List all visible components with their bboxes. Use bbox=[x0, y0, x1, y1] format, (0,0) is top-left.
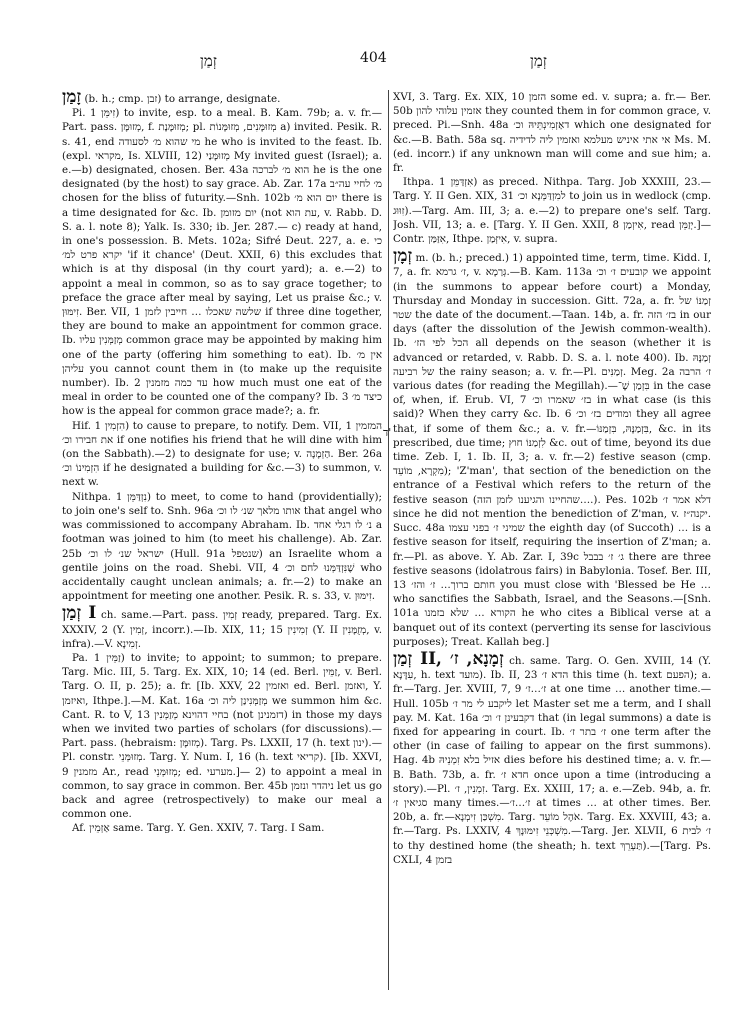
entry-zeman-noun bbox=[393, 246, 711, 649]
entry-headword: זְמַן I bbox=[62, 603, 97, 624]
entry-text: m. (b. h.; preced.) 1) appointed time, term, time. Kidd. I, 7, a. fr. ז׳ גרמא, v. גְּרַמָא.—B. Kam. 113a קובעים ז׳ וכ׳ we appoint (in the summons to appear before court) a Monday, Thursday and Monday in succession. Gitt. 72a, a. fr. זְמַנּוֹ של שטר the date of the document.—Taan. 14b, a. fr. בז׳ הזה in our days (after the dissolution of the Jewish common-wealth). Ib. הכל לפי הז׳ all depends on the season (whether it is advanced or retarded, v. Rabb. D. S. a. l. note 400). Ib. זְמַנָּהּ של רביעה the rainy season; a. v. fr.—Pl. זְמַנִּים. Meg. 2a ז׳ הרבה various dates (for reading the Megillah).—בִּזְמַן שֶׁ־ in the case of, when, if. Erub. VI, 7 בז׳ שאמרו וכ׳ in what case (is this said)? When they carry &c. Ib. 6 ומודים בז׳ וכ׳ they all agree that, if some of them &c.; a. v. fr.—בִּזְמַנָּהּ, בִּזְמַנּוֹ, &c. in its prescribed, due time; לִזְמַנּוֹ חוץ &c. out of time, beyond its due time. Zeb. I, 1. Ib. II, 3; a. v. fr.—2) festive season (cmp. מִקְרָא, מוֹעֵד); 'Z'man', that section of the benediction on the entrance of a Festival which refers to the return of the festive season (שהחיינו והגיענו לזמן הזה….). Pes. 102b דלא אמר ז׳ since he did not mention the benediction of Z'man, v. יקנה״ז. Succ. 48a שמיני ז׳ בפני עצמו the eighth day (of Succoth) … is a festive season for itself, requiring the insertion of Z'man; a. fr.—Pl. as above. Y. Ab. Zar. I, 39c ג׳ ז׳ בבבל there are three festive seasons (idolatrous fairs) in Babylonia. Tosef. Ber. III, 13 חותם ברוך… ז׳ והז׳ you must close with 'Blessed be He … who sanctifies the Sabbath, Israel, and the Seasons.—[Snh. 101a הקורא … שלא בזמנו he who cites a Biblical verse at a banquet out of its context (perverting its sense for lascivious purposes); Treat. Kallah beg.] bbox=[393, 252, 711, 648]
entry-paragraph: XVI, 3. Targ. Ex. XIX, 10 הזמן some ed. v. supra; a. fr.— Ber. 50b אזמין עלוהי להון they counted them in for common grace, v. preced. Pi.—Snh. 48a דאַזְמִינְתֵּיהּ וכ׳ which one designated for &c.—B. Bath. 58a sq. אי אתי איניש מעלמא ואזמין ליה לדידיה Ms. M. (ed. incorr.) if any unknown man will come and sue him; a. fr. bbox=[393, 91, 711, 175]
right-column bbox=[393, 90, 711, 1005]
entry-paragraph bbox=[62, 90, 382, 106]
header-right-word: זְמַן bbox=[530, 52, 547, 70]
entry-text: (b. h.; cmp. זבן) to arrange, designate. bbox=[84, 93, 281, 105]
entry-text: ch. same. Targ. O. Gen. XVIII, 14 (Y. עִדָּנָא, h. text מועד). Ib. II, 23 הדא ז׳ this time (h. text הפעם); a. fr.—Targ. Jer. XVIII, 7, 9 ז׳…ז׳ at one time … another time.—Hull. 105b ליקבע לי מר ז׳ let Master set me a term, and I shall pay. M. Kat. 16a דקבעינן ז׳ וכ׳ that (in legal summons) a date is fixed for appearing in court. Ib. ז׳ בתר ז׳ one term after the other (in case of failing to appear on the first summons). Hag. 4b אזיל בלא זִמְנֵיהּ dies before his destined time; a. v. fr.—B. Bath. 73b, a. fr. חדא ז׳ once upon a time (introducing a story).—Pl. זִמְנִין, ז׳. Targ. Ex. XXIII, 17; a. e.—Zeb. 94b, a. fr. סגיאין ז׳ many times.—ז׳…ז׳ at times … at other times. Ber. 20b, a. fr.—מִשְׁכַּן זִימְנָא. Targ. אֹהֶל מוֹעֵד. Targ. Ex. XXVIII, 43; a. fr.—Targ. Ps. LXXIV, 4 מִשְׁכְּנֵי זִימּוּנָךְ.—Targ. Jer. XLVII, 6 ז׳ לבית to thy destined home (the sheath; h. text תַּעְרֵךְ).—[Targ. Ps. CXLI, 4 בזמן bbox=[393, 654, 711, 866]
entry-paragraph bbox=[393, 246, 711, 649]
entry-paragraph: Nithpa. נִזְדַּמֵּן 1) to meet, to come to hand (providentially); to join one's self to. Snh. 96a אותו מלאך שנ׳ לו וכ׳ that angel who was commissioned to accompany Abraham. Ib. נ׳ לו רגלי אחד a footman was joined to him (to meet his challenge). Ab. Zar. 25b ישראל שנ׳ לו וכ׳ (Hull. 91a שנטפל) an Israelite whom a gentile joins on the road. Shebi. VII, 4 שֶׁנִּזְדַּמְּנוּ לחם וכ׳ who accidentally caught unclean animals; a. fr.—2) to make an appointment for meeting one another. Pesik. R. s. 33, v. זִימּוּן. bbox=[62, 490, 382, 603]
entry-paragraph: Ithpa. אִזְדַּמֵּן 1) as preced. Nithpa. Targ. Job XXXIII, 23.—Targ. Y. II Gen. XIX, 31 למִזְדַּמְּנָא וכ׳ to join us in wedlock (cmp. זִוּוּג).—Targ. Am. III, 3; a. e.—2) to prepare one's self. Targ. Josh. VII, 13; a. e. [Targ. Y. II Gen. XXII, 8 אִיזְמַן, read יְזַמֵּן.]—Contr. אִזַּמַּן, Ithpe. אִיזְּמַן, v. supra. bbox=[393, 176, 711, 246]
left-column bbox=[62, 90, 382, 1005]
entry-headword: זְמָן bbox=[393, 246, 413, 267]
entry-paragraph bbox=[393, 648, 711, 867]
entry-zeman-i-chaldaic bbox=[62, 603, 382, 835]
margin-mark: ד' bbox=[383, 426, 392, 439]
entry-paragraph: Pi. זִימֵּן 1) to invite, esp. to a meal. B. Kam. 79b; a. v. fr.—Part. pass. מְזוּמָּן, f. מְזוּמֶּנֶת; pl. מְזוּמָּנִים, מְזוּמָּנוֹת a) invited. Pesik. R. s. 41, end מי שהוא מ׳ לסעודה he who is invited to the feast. Ib. (expl. מקראי, Is. XLVIII, 12) מְזוּמָּנַי My invited guest (Israel); a. e.—b) designated, chosen. Ber. 43a הוא מ׳ לברכה he is the one designated (by the host) to say grace. Ab. Zar. 17a מ׳ לחיי עה״ב chosen for the bliss of futurity.—Snh. 102b יום הוא מ׳ there is a time designated for &c. Ib. יום מזומן (not עת הוא, v. Rabb. D. S. a. l. note 8); Yalk. Is. 330; ib. Jer. 287.— c) ready at hand, in one's possession. B. Mets. 102a; Sifré Deut. 227, a. e. כי יקרא פרט למ׳ 'if it chance' (Deut. XXII, 6) this excludes that which is at thy disposal (in thy court yard); a. e.—2) to appoint a meal in common, so as to say grace together; to preface the grace after meal by saying, Let us praise &c.; v. זִימּוּן. Ber. VII, 1 שלשה שאכלו … חייבין לזמן if three dine together, they are bound to make an appointment for common grace. Ib. מְזַמְּנִין עליו common grace may be appointed by making him one of the party (offering him something to eat). Ib. אין מ׳ עליהן you cannot count them in (to make up the requisite number). Ib. 2 עד כמה מזמנין how much must one eat of the meal in order to be counted one of the company? Ib. 3 כיצד מ׳ how is the appeal for common grace made?; a. fr. bbox=[62, 107, 382, 418]
entry-headword: זְמַן II, זְמָנָא, ז׳ bbox=[393, 648, 504, 669]
page-header bbox=[0, 46, 750, 72]
header-left-word: זְמַן bbox=[200, 52, 217, 70]
entry-text: ch. same.—Part. pass. זְמִין ready, prepared. Targ. Ex. XXXIV, 2 (Y. זְמִין, incorr.).—Ib. XIX, 11; 15 זְמִינִין (Y. II מְזֻמָּנִין, v. infra).—V. זְמִינָא. bbox=[62, 609, 382, 650]
column-divider bbox=[388, 90, 389, 990]
page-number: 404 bbox=[360, 50, 387, 66]
entry-paragraph: Pa. זַמֵּין 1) to invite; to appoint; to summon; to prepare. Targ. Mic. III, 5. Targ. Ex. XIX, 10; 14 (ed. Berl. זַמֵּין, v. Berl. Targ. O. II, p. 25); a. fr. [Ib. XXV, 22 ואזמין ed. Berl. ואזמן, Y. ואיזמן, Ithpe.].—M. Kat. 16a מְזַמְּנִינַן ליה וכ׳ we summon him &c. Cant. R. to V, 13 בחיי דהוינא מְזַמְּנִין (not דזמנינן) in those my days when we invited two parties of scholars (for discussions).—Part. pass. (hebraism: מְזוּמָּן). Targ. Ps. LXXII, 17 (h. text ינון).—Pl. constr. מְזוּמְּנֵי. Targ. Y. Num. I, 16 (h. text קריאי). [Ib. XXVI, 9 מזמנין Ar., read מְזוּמְּנֵי; ed. מערעי.]— 2) to appoint a meal in common, to say grace in common. Ber. 45b ניהדר ונזמן let us go back and agree (retrospectively) to make our meal a common one. bbox=[62, 651, 382, 821]
entry-continuation bbox=[393, 90, 711, 246]
entry-paragraph: Hif. הִזְמִין 1) to cause to prepare, to notify. Dem. VII, 1 המזמין את חבירו וכ׳ if one notifies his friend that he will dine with him (on the Sabbath).—2) to designate for use; v. הַזְמָנָה. Ber. 26a הִזְמִינוֹ וכ׳ if he designated a building for &c.—3) to summon, v. next w. bbox=[62, 419, 382, 489]
entry-zeman-ii bbox=[393, 648, 711, 867]
entry-zaman-hebrew bbox=[62, 90, 382, 603]
entry-paragraph bbox=[62, 603, 382, 651]
entry-headword: זָמַן bbox=[62, 90, 82, 107]
entry-paragraph: Af. אַזְמֵין same. Targ. Y. Gen. XXIV, 7. Targ. I Sam. bbox=[72, 822, 325, 835]
